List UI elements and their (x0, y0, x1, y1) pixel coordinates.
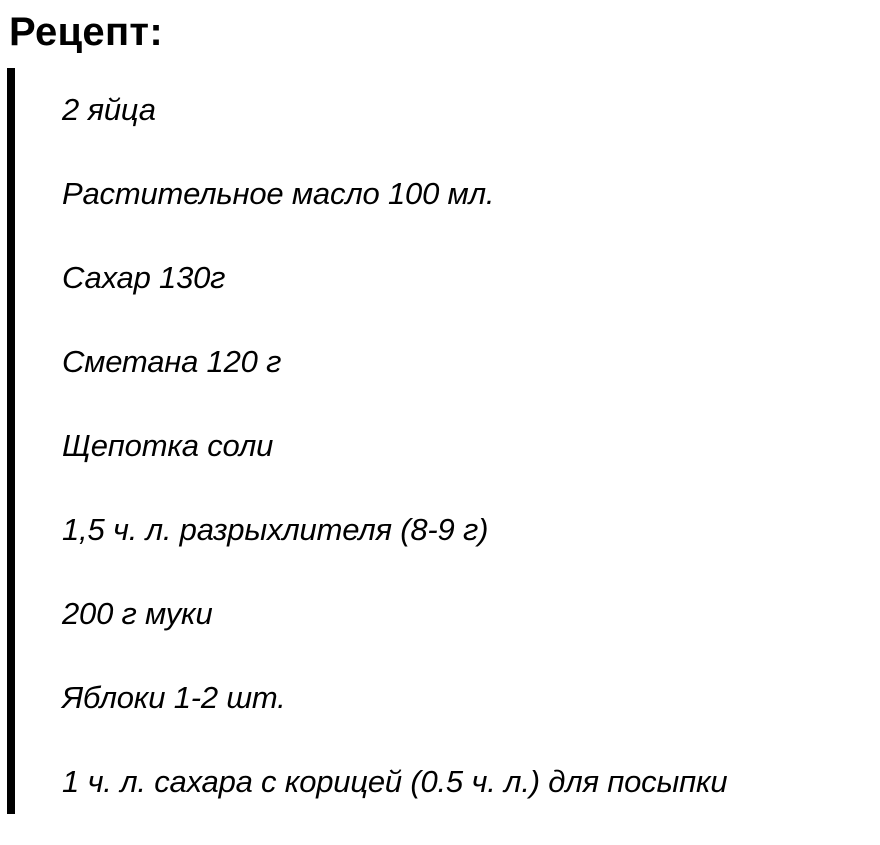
ingredients-list (62, 89, 727, 845)
recipe-heading: Рецепт: (9, 10, 163, 54)
ingredients-blockquote (7, 68, 877, 814)
ingredient-item: 2 яйца (62, 92, 156, 127)
ingredient-item: Сахар 130г (62, 260, 226, 295)
ingredient-item: Растительное масло 100 мл. (62, 176, 495, 211)
ingredient-item: 200 г муки (62, 596, 213, 631)
ingredient-item: Яблоки 1-2 шт. (62, 680, 286, 715)
ingredient-item: 1,5 ч. л. разрыхлителя (8-9 г) (62, 512, 489, 547)
ingredient-item: Сметана 120 г (62, 344, 282, 379)
ingredient-item: Щепотка соли (62, 428, 274, 463)
ingredient-item: 1 ч. л. сахара с корицей (0.5 ч. л.) для посыпки (62, 764, 728, 799)
